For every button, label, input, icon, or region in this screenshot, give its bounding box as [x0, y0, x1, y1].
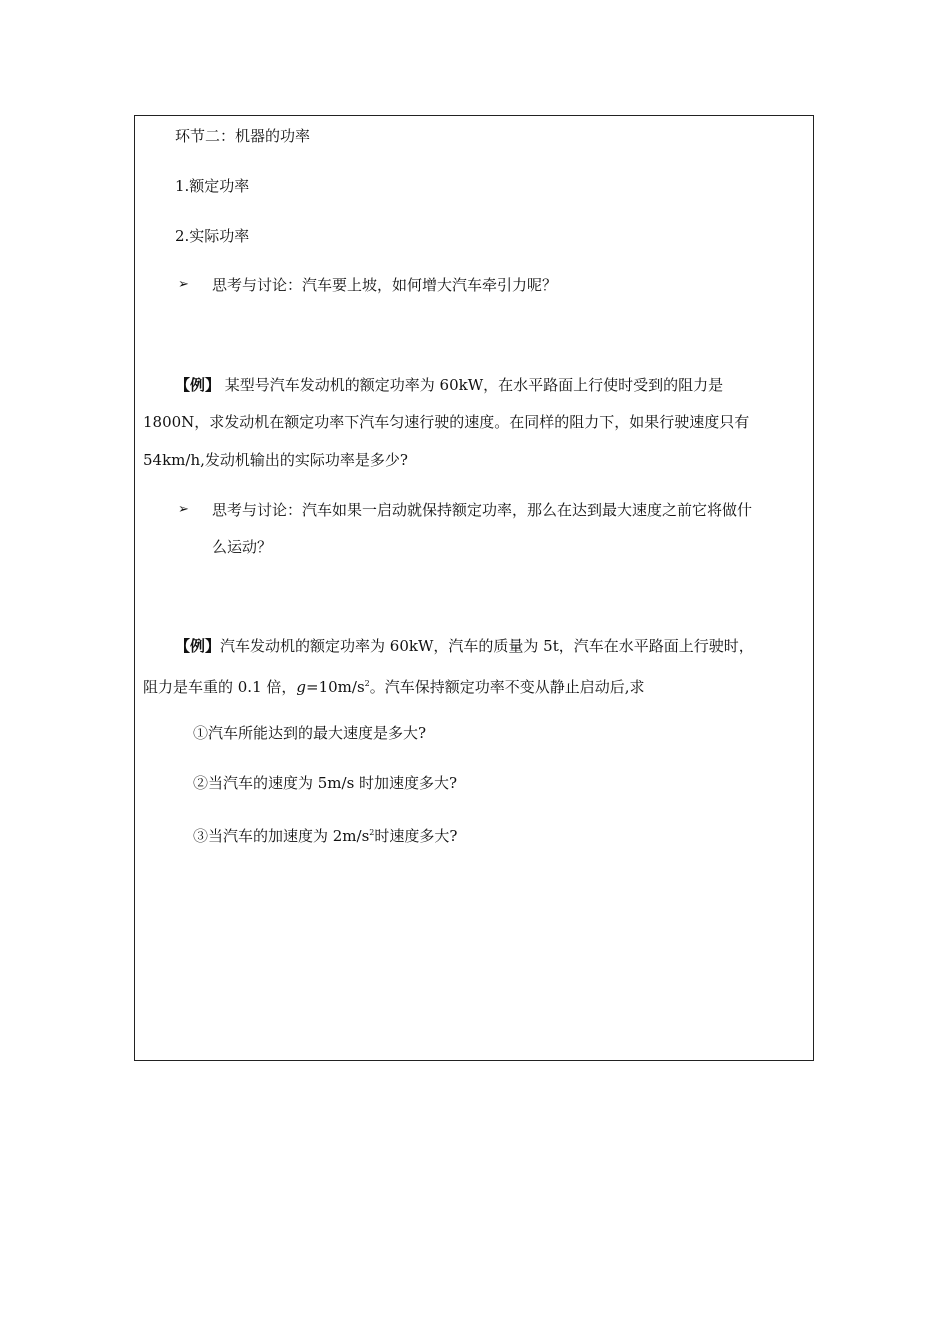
section-title: 环节二：机器的功率	[175, 127, 311, 145]
discussion-2-line-1: 思考与讨论：汽车如果一启动就保持额定功率，那么在达到最大速度之前它将做什	[212, 501, 753, 519]
example-2-line-1: 【例】汽车发动机的额定功率为 60kW，汽车的质量为 5t，汽车在水平路面上行驶时，	[175, 637, 754, 655]
arrow-bullet-icon: ➢	[178, 277, 189, 292]
example-1-line-2: 1800N，求发动机在额定功率下汽车匀速行驶的速度。在同样的阻力下，如果行驶速度只有	[143, 413, 750, 431]
discussion-2-line-2: 么运动？	[212, 538, 273, 556]
question-3: ③当汽车的加速度为 $2m/s^2$时速度多大?	[193, 827, 458, 845]
example-2-line-2: 阻力是车重的 0.1 倍，$g=10m/s^2$。汽车保持额定功率不变从静止启动后,求	[143, 678, 645, 696]
item-rated-power: 1.额定功率	[175, 177, 250, 195]
example-1-line-1: 【例】 某型号汽车发动机的额定功率为 60kW，在水平路面上行使时受到的阻力是	[175, 376, 724, 394]
arrow-bullet-icon: ➢	[178, 502, 189, 517]
example-1-line-3: 54km/h,发动机输出的实际功率是多少?	[143, 451, 408, 469]
example-label: 【例】	[175, 637, 221, 655]
item-actual-power: 2.实际功率	[175, 227, 250, 245]
discussion-1: 思考与讨论：汽车要上坡，如何增大汽车牵引力呢？	[212, 276, 558, 294]
question-1: ①汽车所能达到的最大速度是多大?	[193, 724, 427, 742]
question-2: ②当汽车的速度为 5m/s 时加速度多大?	[193, 774, 458, 792]
example-label: 【例】	[175, 376, 221, 394]
content-frame	[134, 115, 814, 1061]
